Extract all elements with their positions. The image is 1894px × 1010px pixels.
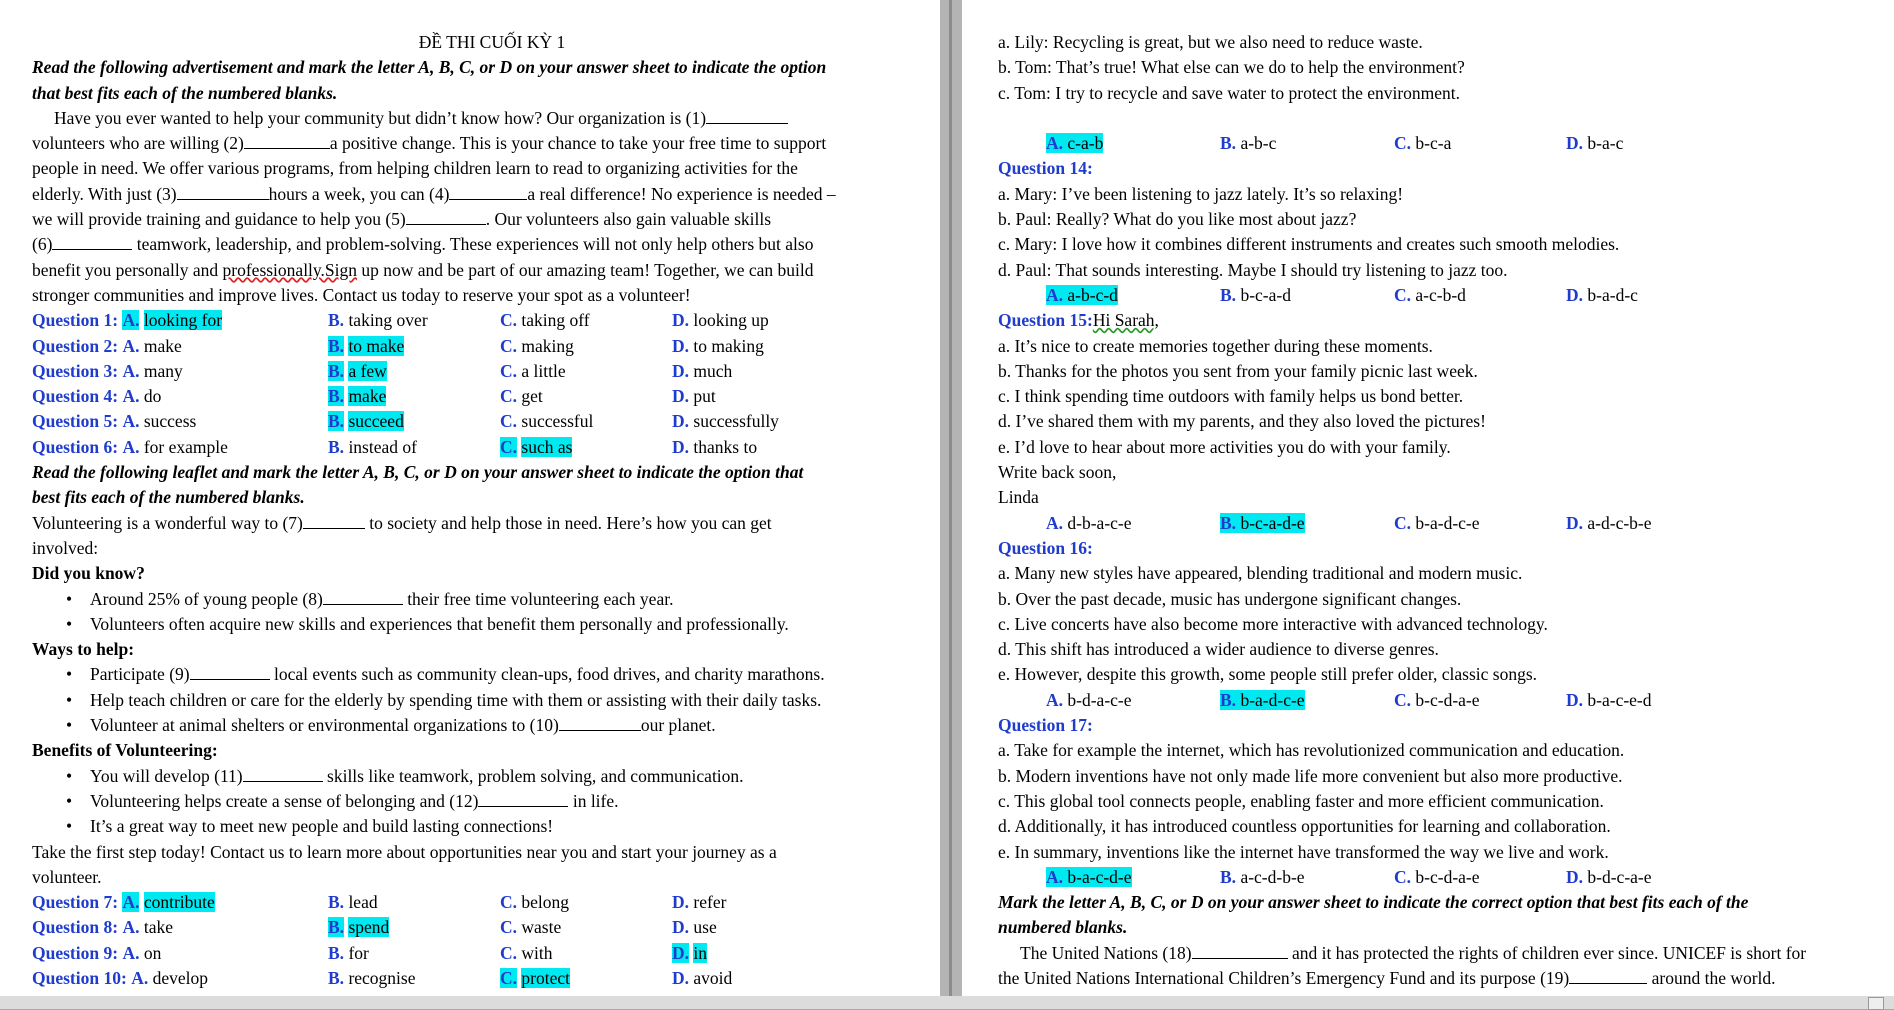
sentence-line: a. Mary: I’ve been listening to jazz lately. It’s so relaxing! [998,183,1404,204]
answer-option-a[interactable] [32,890,215,915]
option-letter: D. [672,436,690,457]
option-letter: C. [1394,866,1412,887]
option-text: such as [521,436,573,457]
options-row [998,511,1888,536]
bullet-item: • Volunteers often acquire new skills and experiences that benefit them personally and professionally. [32,612,922,637]
answer-option-b[interactable] [328,435,417,460]
option-text: b-d-c-a-e [1583,866,1652,887]
option-letter: C. [1394,689,1412,710]
question-row [32,308,922,333]
question-15-header: Question 15:Hi Sarah, [998,310,1159,331]
option-letter: A. [1046,512,1064,533]
answer-option-d[interactable] [672,409,779,434]
sentence-line: Linda [998,487,1039,508]
answer-option-c[interactable] [1394,511,1480,536]
answer-option-b[interactable] [328,915,389,940]
option-text: success [143,411,197,432]
answer-option-d[interactable] [1566,283,1638,308]
question-row [32,435,922,460]
option-letter: C. [500,892,518,913]
option-letter: B. [1220,866,1237,887]
instruction-1-line-2: that best fits each of the numbered blanks. [32,82,338,103]
option-letter: A. [122,892,140,913]
passage-4-line-2: the United Nations International Children’s Emergency Fund and its purpose (19) around the world. [998,967,1776,988]
question-15-lines [998,334,1888,511]
option-letter: C. [500,360,518,381]
option-letter: B. [328,360,345,381]
sentence-line: d. Additionally, it has introduced countless opportunities for learning and collaboration. [998,816,1611,837]
option-text: a-d-c-b-e [1583,512,1652,533]
option-letter: B. [328,411,345,432]
sentence-line: c. Live concerts have also become more interactive with advanced technology. [998,613,1548,634]
answer-option-a[interactable] [32,334,182,359]
sentence-line: c. Mary: I love how it combines different instruments and creates such smooth melodies. [998,234,1620,255]
options-row [998,131,1888,156]
option-text: to making [693,335,764,356]
answer-option-c[interactable] [500,409,593,434]
answer-option-d[interactable] [1566,865,1652,890]
option-text: refer [693,892,727,913]
answer-option-d[interactable] [672,334,764,359]
document-page-right [962,0,1894,996]
answer-option-c[interactable] [500,308,590,333]
question-label: Question 1: [32,310,119,331]
question-row [32,890,922,915]
options-row [998,688,1888,713]
sentence-line: e. I’d love to hear about more activities you do with your family. [998,436,1451,457]
question-row [32,334,922,359]
option-letter: C. [500,386,518,407]
passage-1-line-2: volunteers who are willing (2) a positive change. This is your chance to take your free time to support [32,133,827,154]
passage-1-line-5: we will provide training and guidance to help you (5) . Our volunteers also gain valuable skills [32,209,772,230]
option-letter: D. [672,386,690,407]
option-text: b-a-c-d-e [1063,866,1132,887]
option-text: b-a-c [1583,133,1624,154]
passage-3-line-1: Take the first step today! Contact us to learn more about opportunities near you and start your journey as a [32,841,777,862]
passage-1-line-6: (6) teamwork, leadership, and problem-solving. These experiences will not only help others but also [32,234,814,255]
question-16-label: Question 16: [998,537,1093,558]
question-17-lines [998,738,1888,864]
option-letter: D. [1566,866,1584,887]
answer-option-a[interactable] [32,308,222,333]
answer-option-c[interactable] [1394,865,1480,890]
option-text: on [143,942,162,963]
sentence-line: b. Modern inventions have not only made life more convenient but also more productive. [998,765,1623,786]
option-letter: A. [122,335,140,356]
answer-option-d[interactable] [1566,131,1623,156]
option-letter: C. [1394,512,1412,533]
answer-option-c[interactable] [1394,131,1451,156]
option-letter: D. [1566,133,1584,154]
option-text: taking off [521,310,590,331]
option-text: do [143,386,162,407]
option-text: take [143,917,173,938]
answer-option-b[interactable] [1220,131,1276,156]
option-text: protect [521,967,570,988]
answer-option-a[interactable] [1046,131,1103,156]
option-letter: B. [328,386,345,407]
sentence-line: c. I think spending time outdoors with family helps us bond better. [998,386,1464,407]
option-text: contribute [143,892,215,913]
option-text: b-c-d-a-e [1411,866,1480,887]
answer-option-b[interactable] [328,890,378,915]
question-16-lines [998,561,1888,687]
passage-3-line-2: volunteer. [32,866,102,887]
option-text: making [521,335,574,356]
passage-4-line-1: The United Nations (18) and it has protected the rights of children ever since. UNICEF is short for [1020,942,1807,963]
answer-option-d[interactable] [1566,511,1652,536]
answer-option-a[interactable] [1046,865,1132,890]
option-letter: B. [328,892,345,913]
sentence-line: e. In summary, inventions like the internet have transformed the way we live and work. [998,841,1609,862]
answer-option-b[interactable] [1220,865,1305,890]
answer-option-d[interactable] [672,941,707,966]
right-page-content [998,30,1888,991]
question-17-label: Question 17: [998,715,1093,736]
option-text: a-c-d-b-e [1236,866,1305,887]
option-letter: D. [672,967,690,988]
option-text: d-b-a-c-e [1063,512,1132,533]
question-15-options [998,511,1888,536]
answer-option-c[interactable] [500,941,553,966]
option-text: for example [143,436,228,457]
option-text: b-c-a [1411,133,1452,154]
option-letter: D. [672,917,690,938]
bullet-item: • It’s a great way to meet new people and build lasting connections! [32,814,922,839]
option-text: b-a-d-c-e [1236,689,1305,710]
answer-option-b[interactable] [328,359,387,384]
option-text: succeed [348,411,404,432]
option-letter: C. [1394,284,1412,305]
document-page-left [0,0,940,996]
answer-option-c[interactable] [500,915,561,940]
option-text: b-d-a-c-e [1063,689,1132,710]
option-text: b-c-d-a-e [1411,689,1480,710]
option-text: a little [521,360,566,381]
answer-option-c[interactable] [500,334,574,359]
status-bar-view-box[interactable] [1868,997,1884,1010]
option-letter: D. [1566,689,1584,710]
sentence-line: b. Tom: That’s true! What else can we do to help the environment? [998,57,1465,78]
answer-option-d[interactable] [672,435,757,460]
option-letter: C. [500,436,518,457]
option-text: make [348,386,387,407]
answer-option-c[interactable] [1394,283,1466,308]
answer-option-c[interactable] [500,966,570,991]
sentence-line: a. Lily: Recycling is great, but we also need to reduce waste. [998,32,1423,52]
answer-option-a[interactable] [32,409,196,434]
instruction-2-line-1: Read the following leaflet and mark the letter A, B, C, or D on your answer sheet to indicate the option that [32,462,804,483]
option-letter: D. [672,892,690,913]
sentence-line: b. Thanks for the photos you sent from your family picnic last week. [998,360,1478,381]
answer-option-b[interactable] [328,409,404,434]
bullet-item: • Help teach children or care for the elderly by spending time with them or assisting with their daily tasks. [32,688,922,713]
option-letter: D. [672,942,690,963]
question-row [32,409,922,434]
passage-1-line-8: stronger communities and improve lives. Contact us today to reserve your spot as a volunteer! [32,284,691,305]
option-letter: B. [1220,512,1237,533]
question-row [32,384,922,409]
question-16-options [998,688,1888,713]
option-text: a few [348,360,387,381]
instruction-1-line-1: Read the following advertisement and mark the letter A, B, C, or D on your answer sheet to indicate the option [32,57,827,78]
sentence-line: c. Tom: I try to recycle and save water to protect the environment. [998,82,1461,103]
option-letter: B. [328,967,345,988]
option-text: a-b-c-d [1063,284,1118,305]
option-letter: A. [131,967,149,988]
option-letter: B. [328,310,345,331]
instruction-3-line-1: Mark the letter A, B, C, or D on your answer sheet to indicate the correct option that best fits each of the [998,892,1749,913]
exam-title: ĐỀ THI CUỐI KỲ 1 [418,32,566,52]
options-row [998,283,1888,308]
passage-1-line-7: benefit you personally and professionally.Sign up now and be part of our amazing team! Together, we can build [32,259,814,280]
status-bar [0,996,1894,1009]
option-letter: B. [328,942,345,963]
sentence-line: d. Paul: That sounds interesting. Maybe I should try listening to jazz too. [998,259,1508,280]
answer-option-b[interactable] [328,966,416,991]
option-letter: A. [122,360,140,381]
answer-option-a[interactable] [1046,688,1132,713]
page-divider [940,0,962,1009]
question-13-lines [998,30,1888,106]
answer-option-d[interactable] [1566,688,1652,713]
option-letter: D. [672,335,690,356]
option-text: looking up [693,310,769,331]
option-text: b-c-a-d-e [1236,512,1305,533]
question-label: Question 6: [32,436,119,457]
option-letter: A. [1046,866,1064,887]
option-letter: C. [500,335,518,356]
passage-2-line-1: Volunteering is a wonderful way to (7) to society and help those in need. Here’s how you can get [32,512,772,533]
option-letter: A. [1046,133,1064,154]
option-text: many [143,360,183,381]
option-text: a-c-b-d [1411,284,1466,305]
left-page-content [32,30,922,991]
answer-option-a[interactable] [32,384,161,409]
answer-option-c[interactable] [500,384,543,409]
option-text: instead of [348,436,417,457]
sentence-line: d. I’ve shared them with my parents, and they also loved the pictures! [998,411,1486,432]
bullet-item: • Participate (9) local events such as community clean-ups, food drives, and charity marathons. [32,662,922,687]
option-letter: B. [328,436,345,457]
option-letter: C. [500,942,518,963]
heading-ways-to-help: Ways to help: [32,639,135,660]
question-label: Question 5: [32,411,119,432]
option-text: spend [348,917,390,938]
answer-option-a[interactable] [1046,283,1118,308]
answer-option-a[interactable] [32,359,183,384]
answer-option-a[interactable] [32,915,173,940]
option-letter: B. [1220,284,1237,305]
option-letter: D. [672,310,690,331]
option-letter: B. [328,917,345,938]
option-text: develop [152,967,208,988]
sentence-line: a. It’s nice to create memories together during these moments. [998,335,1433,356]
question-label: Question 2: [32,335,119,356]
option-text: make [143,335,182,356]
question-13-options [998,131,1888,156]
option-letter: C. [1394,133,1412,154]
sentence-line: a. Many new styles have appeared, blending traditional and modern music. [998,563,1523,584]
passage-1-line-1: Have you ever wanted to help your community but didn’t know how? Our organization is (1) [32,106,922,131]
question-label: Question 9: [32,942,119,963]
answer-option-c[interactable] [1394,688,1480,713]
passage-1-line-3: people in need. We offer various programs, from helping children learn to read to organizing activities for the [32,158,798,179]
question-row [32,966,922,991]
option-text: taking over [348,310,428,331]
option-letter: A. [122,310,140,331]
option-text: lead [348,892,378,913]
option-text: c-a-b [1063,133,1104,154]
sentence-line: d. This shift has introduced a wider audience to diverse genres. [998,639,1439,660]
option-letter: C. [500,411,518,432]
option-letter: A. [1046,689,1064,710]
option-letter: C. [500,917,518,938]
question-label: Question 8: [32,917,119,938]
question-14-label: Question 14: [998,158,1093,179]
sentence-line: b. Paul: Really? What do you like most about jazz? [998,209,1357,230]
answer-option-c[interactable] [500,890,569,915]
option-text: successful [521,411,594,432]
option-text: get [521,386,543,407]
option-text: put [693,386,716,407]
option-letter: A. [1046,284,1064,305]
answer-option-a[interactable] [32,966,208,991]
heading-did-you-know: Did you know? [32,563,145,584]
option-letter: C. [500,967,518,988]
option-text: use [693,917,717,938]
instruction-3-line-2: numbered blanks. [998,917,1128,938]
option-letter: A. [122,942,140,963]
answer-option-d[interactable] [672,384,716,409]
question-label: Question 10: [32,967,127,988]
option-text: successfully [693,411,779,432]
option-letter: C. [500,310,518,331]
answer-option-b[interactable] [328,384,386,409]
bullet-item: • Volunteering helps create a sense of belonging and (12) in life. [32,789,922,814]
question-17-options [998,865,1888,890]
option-text: b-a-c-e-d [1583,689,1652,710]
options-row [998,865,1888,890]
instruction-2-line-2: best fits each of the numbered blanks. [32,487,305,508]
option-letter: D. [672,360,690,381]
answer-option-c[interactable] [500,435,572,460]
answer-option-a[interactable] [32,435,228,460]
answer-option-b[interactable] [1220,283,1291,308]
question-14-options [998,283,1888,308]
option-letter: D. [672,411,690,432]
question-block-7-10 [32,890,922,991]
passage-1-line-4: elderly. With just (3) hours a week, you can (4) a real difference! No experience is needed – [32,183,836,204]
answer-option-c[interactable] [500,359,566,384]
bullet-item: • You will develop (11) skills like teamwork, problem solving, and communication. [32,764,922,789]
answer-option-d[interactable] [672,890,726,915]
option-text: b-a-d-c [1583,284,1638,305]
sentence-line: Write back soon, [998,462,1117,483]
answer-option-a[interactable] [32,941,161,966]
option-letter: D. [1566,512,1584,533]
option-text: recognise [348,967,416,988]
question-row [32,941,922,966]
option-text: b-a-d-c-e [1411,512,1480,533]
option-letter: B. [1220,133,1237,154]
heading-benefits: Benefits of Volunteering: [32,740,218,761]
question-label: Question 3: [32,360,119,381]
answer-option-b[interactable] [328,334,404,359]
answer-option-b[interactable] [1220,688,1305,713]
bullet-item: • Volunteer at animal shelters or environmental organizations to (10) our planet. [32,713,922,738]
passage-2-line-2: involved: [32,537,99,558]
option-letter: B. [1220,689,1237,710]
answer-option-d[interactable] [672,359,732,384]
answer-option-d[interactable] [672,308,769,333]
question-row [32,359,922,384]
option-letter: A. [122,917,140,938]
option-letter: B. [328,335,345,356]
option-text: in [693,942,708,963]
sentence-line: b. Over the past decade, music has undergone significant changes. [998,588,1462,609]
option-text: b-c-a-d [1236,284,1291,305]
option-letter: A. [122,386,140,407]
question-row [32,915,922,940]
answer-option-b[interactable] [328,941,369,966]
option-text: waste [521,917,562,938]
sentence-line: c. This global tool connects people, enabling faster and more efficient communication. [998,790,1604,811]
option-text: for [348,942,369,963]
option-text: looking for [143,310,223,331]
option-text: to make [348,335,405,356]
option-text: with [521,942,553,963]
option-letter: A. [122,436,140,457]
question-14-lines [998,182,1888,283]
question-block-1-6 [32,308,922,460]
option-letter: A. [122,411,140,432]
answer-option-a[interactable] [1046,511,1132,536]
option-text: a-b-c [1236,133,1277,154]
answer-option-d[interactable] [672,966,732,991]
option-text: avoid [693,967,733,988]
question-label: Question 4: [32,386,119,407]
option-text: much [693,360,733,381]
option-text: thanks to [693,436,758,457]
bullet-item: • Around 25% of young people (8) their free time volunteering each year. [32,587,922,612]
option-letter: D. [1566,284,1584,305]
option-text: belong [521,892,570,913]
sentence-line: e. However, despite this growth, some people still prefer older, classic songs. [998,664,1538,685]
question-label: Question 7: [32,892,119,913]
sentence-line: a. Take for example the internet, which has revolutionized communication and education. [998,740,1625,761]
answer-option-d[interactable] [672,915,717,940]
answer-option-b[interactable] [1220,511,1305,536]
answer-option-b[interactable] [328,308,428,333]
